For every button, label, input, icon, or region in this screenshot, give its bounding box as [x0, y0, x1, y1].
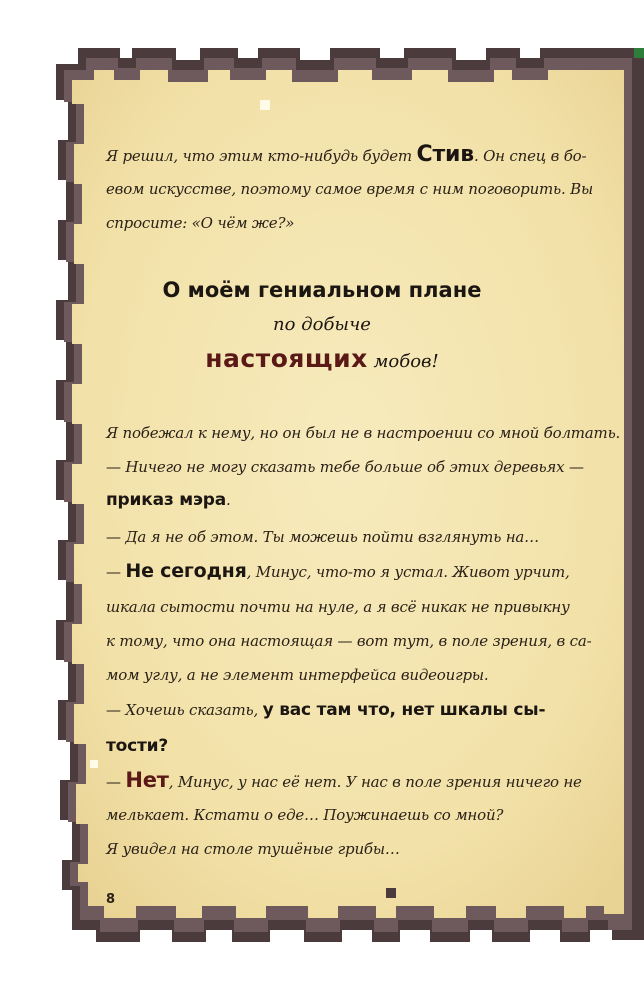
- text-run: . Он спец в бо-: [473, 147, 587, 165]
- emphasis-text: тости?: [106, 736, 169, 756]
- heading-emphasis: настоящих: [205, 344, 368, 373]
- paragraph-line: шкала сытости почти на нуле, а я всё никак не привыкну: [106, 598, 570, 616]
- paragraph-line: [106, 560, 570, 582]
- text-run: — Хочешь сказать,: [106, 701, 263, 719]
- paragraph-line: [106, 490, 231, 510]
- paragraph-line: мом углу, а не элемент интерфейса видеоигры.: [106, 666, 489, 684]
- text-run: .: [226, 491, 231, 509]
- paragraph-line: мелькает. Кстати о еде… Поужинаешь со мной?: [106, 806, 504, 824]
- paragraph-line: [106, 700, 545, 720]
- text-run: , Минус, что-то я устал. Живот урчит,: [246, 563, 570, 581]
- paragraph-line: — Да я не об этом. Ты можешь пойти взглянуть на…: [106, 528, 539, 546]
- emphasis-text: приказ мэра: [106, 490, 227, 510]
- paragraph-line: Я побежал к нему, но он был не в настроении со мной болтать.: [106, 424, 621, 442]
- paragraph-line: к тому, что она настоящая — вот тут, в поле зрения, в са-: [106, 632, 592, 650]
- page-number: 8: [106, 892, 116, 907]
- emphasis-red: Нет: [125, 768, 169, 792]
- paragraph-line: евом искусстве, поэтому самое время с ним поговорить. Вы: [106, 180, 593, 198]
- paragraph-line: Я увидел на столе тушёные грибы…: [106, 840, 400, 858]
- text-run: —: [106, 773, 126, 791]
- text-run: , Минус, у нас её нет. У нас в поле зрения ничего не: [168, 773, 582, 791]
- paragraph-line: [106, 768, 582, 792]
- emphasis-text: Не сегодня: [125, 560, 247, 582]
- heading-line-1: О моём гениальном плане: [162, 278, 482, 302]
- heading-line-3: [0, 344, 644, 373]
- heading-tail: мобов!: [367, 351, 439, 372]
- paragraph-line: — Ничего не могу сказать тебе больше об этих деревьях —: [106, 458, 584, 476]
- paragraph-line: спросите: «О чём же?»: [106, 214, 295, 232]
- paragraph-line: [106, 736, 168, 756]
- paragraph-line: [106, 142, 586, 167]
- text-run: Я решил, что этим кто-нибудь будет: [106, 147, 417, 165]
- text-run: —: [106, 563, 126, 581]
- heading-line-2: по добыче: [273, 314, 371, 335]
- emphasis-text: у вас там что, нет шкалы сы-: [262, 700, 546, 720]
- emphasis-steve: Стив: [416, 142, 474, 167]
